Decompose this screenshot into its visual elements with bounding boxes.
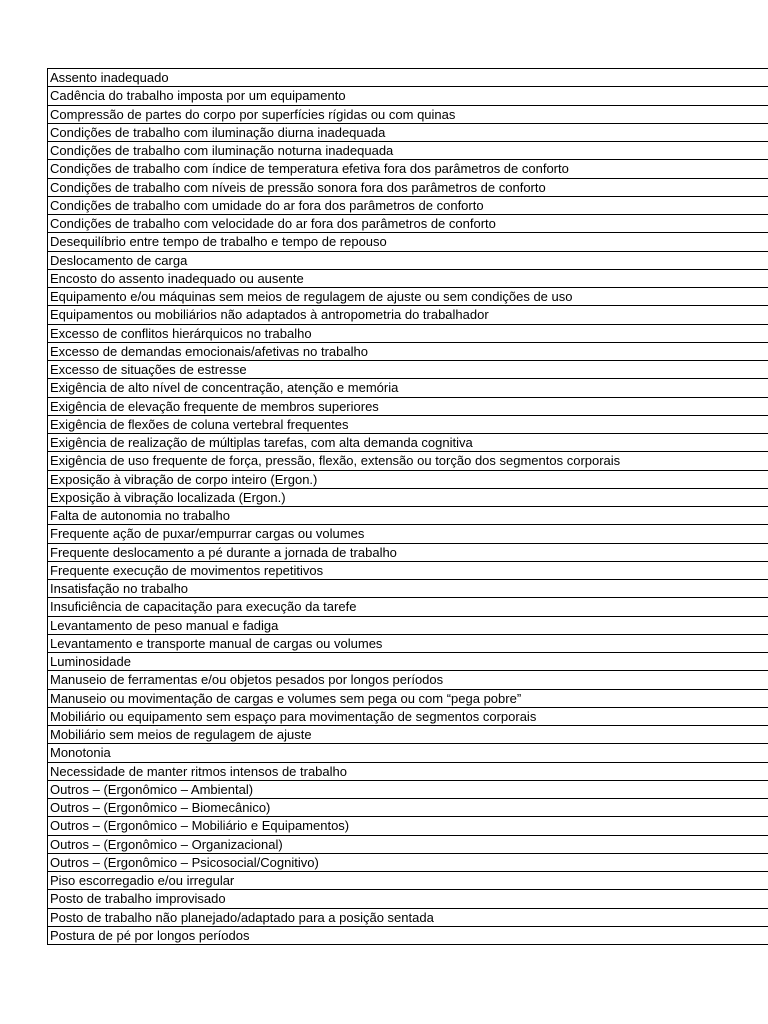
- table-row[interactable]: Assento inadequado: [47, 69, 768, 87]
- table-row[interactable]: Insuficiência de capacitação para execução da tarefe: [47, 598, 768, 616]
- table-row[interactable]: Exposição à vibração localizada (Ergon.): [47, 489, 768, 507]
- table-row[interactable]: Luminosidade: [47, 653, 768, 671]
- table-row[interactable]: Condições de trabalho com níveis de pressão sonora fora dos parâmetros de conforto: [47, 179, 768, 197]
- table-row[interactable]: Falta de autonomia no trabalho: [47, 507, 768, 525]
- table-row[interactable]: Condições de trabalho com umidade do ar fora dos parâmetros de conforto: [47, 197, 768, 215]
- table-row[interactable]: Excesso de demandas emocionais/afetivas no trabalho: [47, 343, 768, 361]
- table-row[interactable]: Frequente execução de movimentos repetitivos: [47, 562, 768, 580]
- table-row[interactable]: Excesso de situações de estresse: [47, 361, 768, 379]
- table-row[interactable]: Frequente ação de puxar/empurrar cargas ou volumes: [47, 525, 768, 543]
- table-row[interactable]: Posto de trabalho não planejado/adaptado para a posição sentada: [47, 909, 768, 927]
- table-row[interactable]: Exigência de elevação frequente de membros superiores: [47, 398, 768, 416]
- spreadsheet-table: [47, 68, 768, 945]
- table-row[interactable]: Levantamento e transporte manual de cargas ou volumes: [47, 635, 768, 653]
- table-row[interactable]: Equipamentos ou mobiliários não adaptados à antropometria do trabalhador: [47, 306, 768, 324]
- table-row[interactable]: Exposição à vibração de corpo inteiro (Ergon.): [47, 471, 768, 489]
- table-row[interactable]: Exigência de alto nível de concentração, atenção e memória: [47, 379, 768, 397]
- table-row[interactable]: Manuseio de ferramentas e/ou objetos pesados por longos períodos: [47, 671, 768, 689]
- table-row[interactable]: Monotonia: [47, 744, 768, 762]
- table-row[interactable]: Exigência de uso frequente de força, pressão, flexão, extensão ou torção dos segmentos corporais: [47, 452, 768, 470]
- table-row[interactable]: Outros – (Ergonômico – Ambiental): [47, 781, 768, 799]
- table-row[interactable]: Cadência do trabalho imposta por um equipamento: [47, 87, 768, 105]
- table-row[interactable]: Exigência de realização de múltiplas tarefas, com alta demanda cognitiva: [47, 434, 768, 452]
- table-row[interactable]: Necessidade de manter ritmos intensos de trabalho: [47, 763, 768, 781]
- table-row[interactable]: Condições de trabalho com velocidade do ar fora dos parâmetros de conforto: [47, 215, 768, 233]
- table-row[interactable]: Outros – (Ergonômico – Mobiliário e Equipamentos): [47, 817, 768, 835]
- table-row[interactable]: Encosto do assento inadequado ou ausente: [47, 270, 768, 288]
- table-row[interactable]: Equipamento e/ou máquinas sem meios de regulagem de ajuste ou sem condições de uso: [47, 288, 768, 306]
- table-row[interactable]: Outros – (Ergonômico – Organizacional): [47, 836, 768, 854]
- table-row[interactable]: Compressão de partes do corpo por superfícies rígidas ou com quinas: [47, 106, 768, 124]
- table-row[interactable]: Manuseio ou movimentação de cargas e volumes sem pega ou com “pega pobre”: [47, 690, 768, 708]
- table-row[interactable]: Levantamento de peso manual e fadiga: [47, 617, 768, 635]
- table-row[interactable]: Excesso de conflitos hierárquicos no trabalho: [47, 325, 768, 343]
- table-row[interactable]: Outros – (Ergonômico – Biomecânico): [47, 799, 768, 817]
- table-row[interactable]: Mobiliário sem meios de regulagem de ajuste: [47, 726, 768, 744]
- table-row[interactable]: Mobiliário ou equipamento sem espaço para movimentação de segmentos corporais: [47, 708, 768, 726]
- table-row[interactable]: Condições de trabalho com iluminação diurna inadequada: [47, 124, 768, 142]
- table-row[interactable]: Deslocamento de carga: [47, 252, 768, 270]
- table-row[interactable]: Outros – (Ergonômico – Psicosocial/Cognitivo): [47, 854, 768, 872]
- table-row[interactable]: Postura de pé por longos períodos: [47, 927, 768, 945]
- table-row[interactable]: Insatisfação no trabalho: [47, 580, 768, 598]
- table-row[interactable]: Exigência de flexões de coluna vertebral frequentes: [47, 416, 768, 434]
- table-row[interactable]: Condições de trabalho com índice de temperatura efetiva fora dos parâmetros de conforto: [47, 160, 768, 178]
- table-row[interactable]: Condições de trabalho com iluminação noturna inadequada: [47, 142, 768, 160]
- table-row[interactable]: Desequilíbrio entre tempo de trabalho e tempo de repouso: [47, 233, 768, 251]
- table-row[interactable]: Piso escorregadio e/ou irregular: [47, 872, 768, 890]
- table-row[interactable]: Posto de trabalho improvisado: [47, 890, 768, 908]
- table-row[interactable]: Frequente deslocamento a pé durante a jornada de trabalho: [47, 544, 768, 562]
